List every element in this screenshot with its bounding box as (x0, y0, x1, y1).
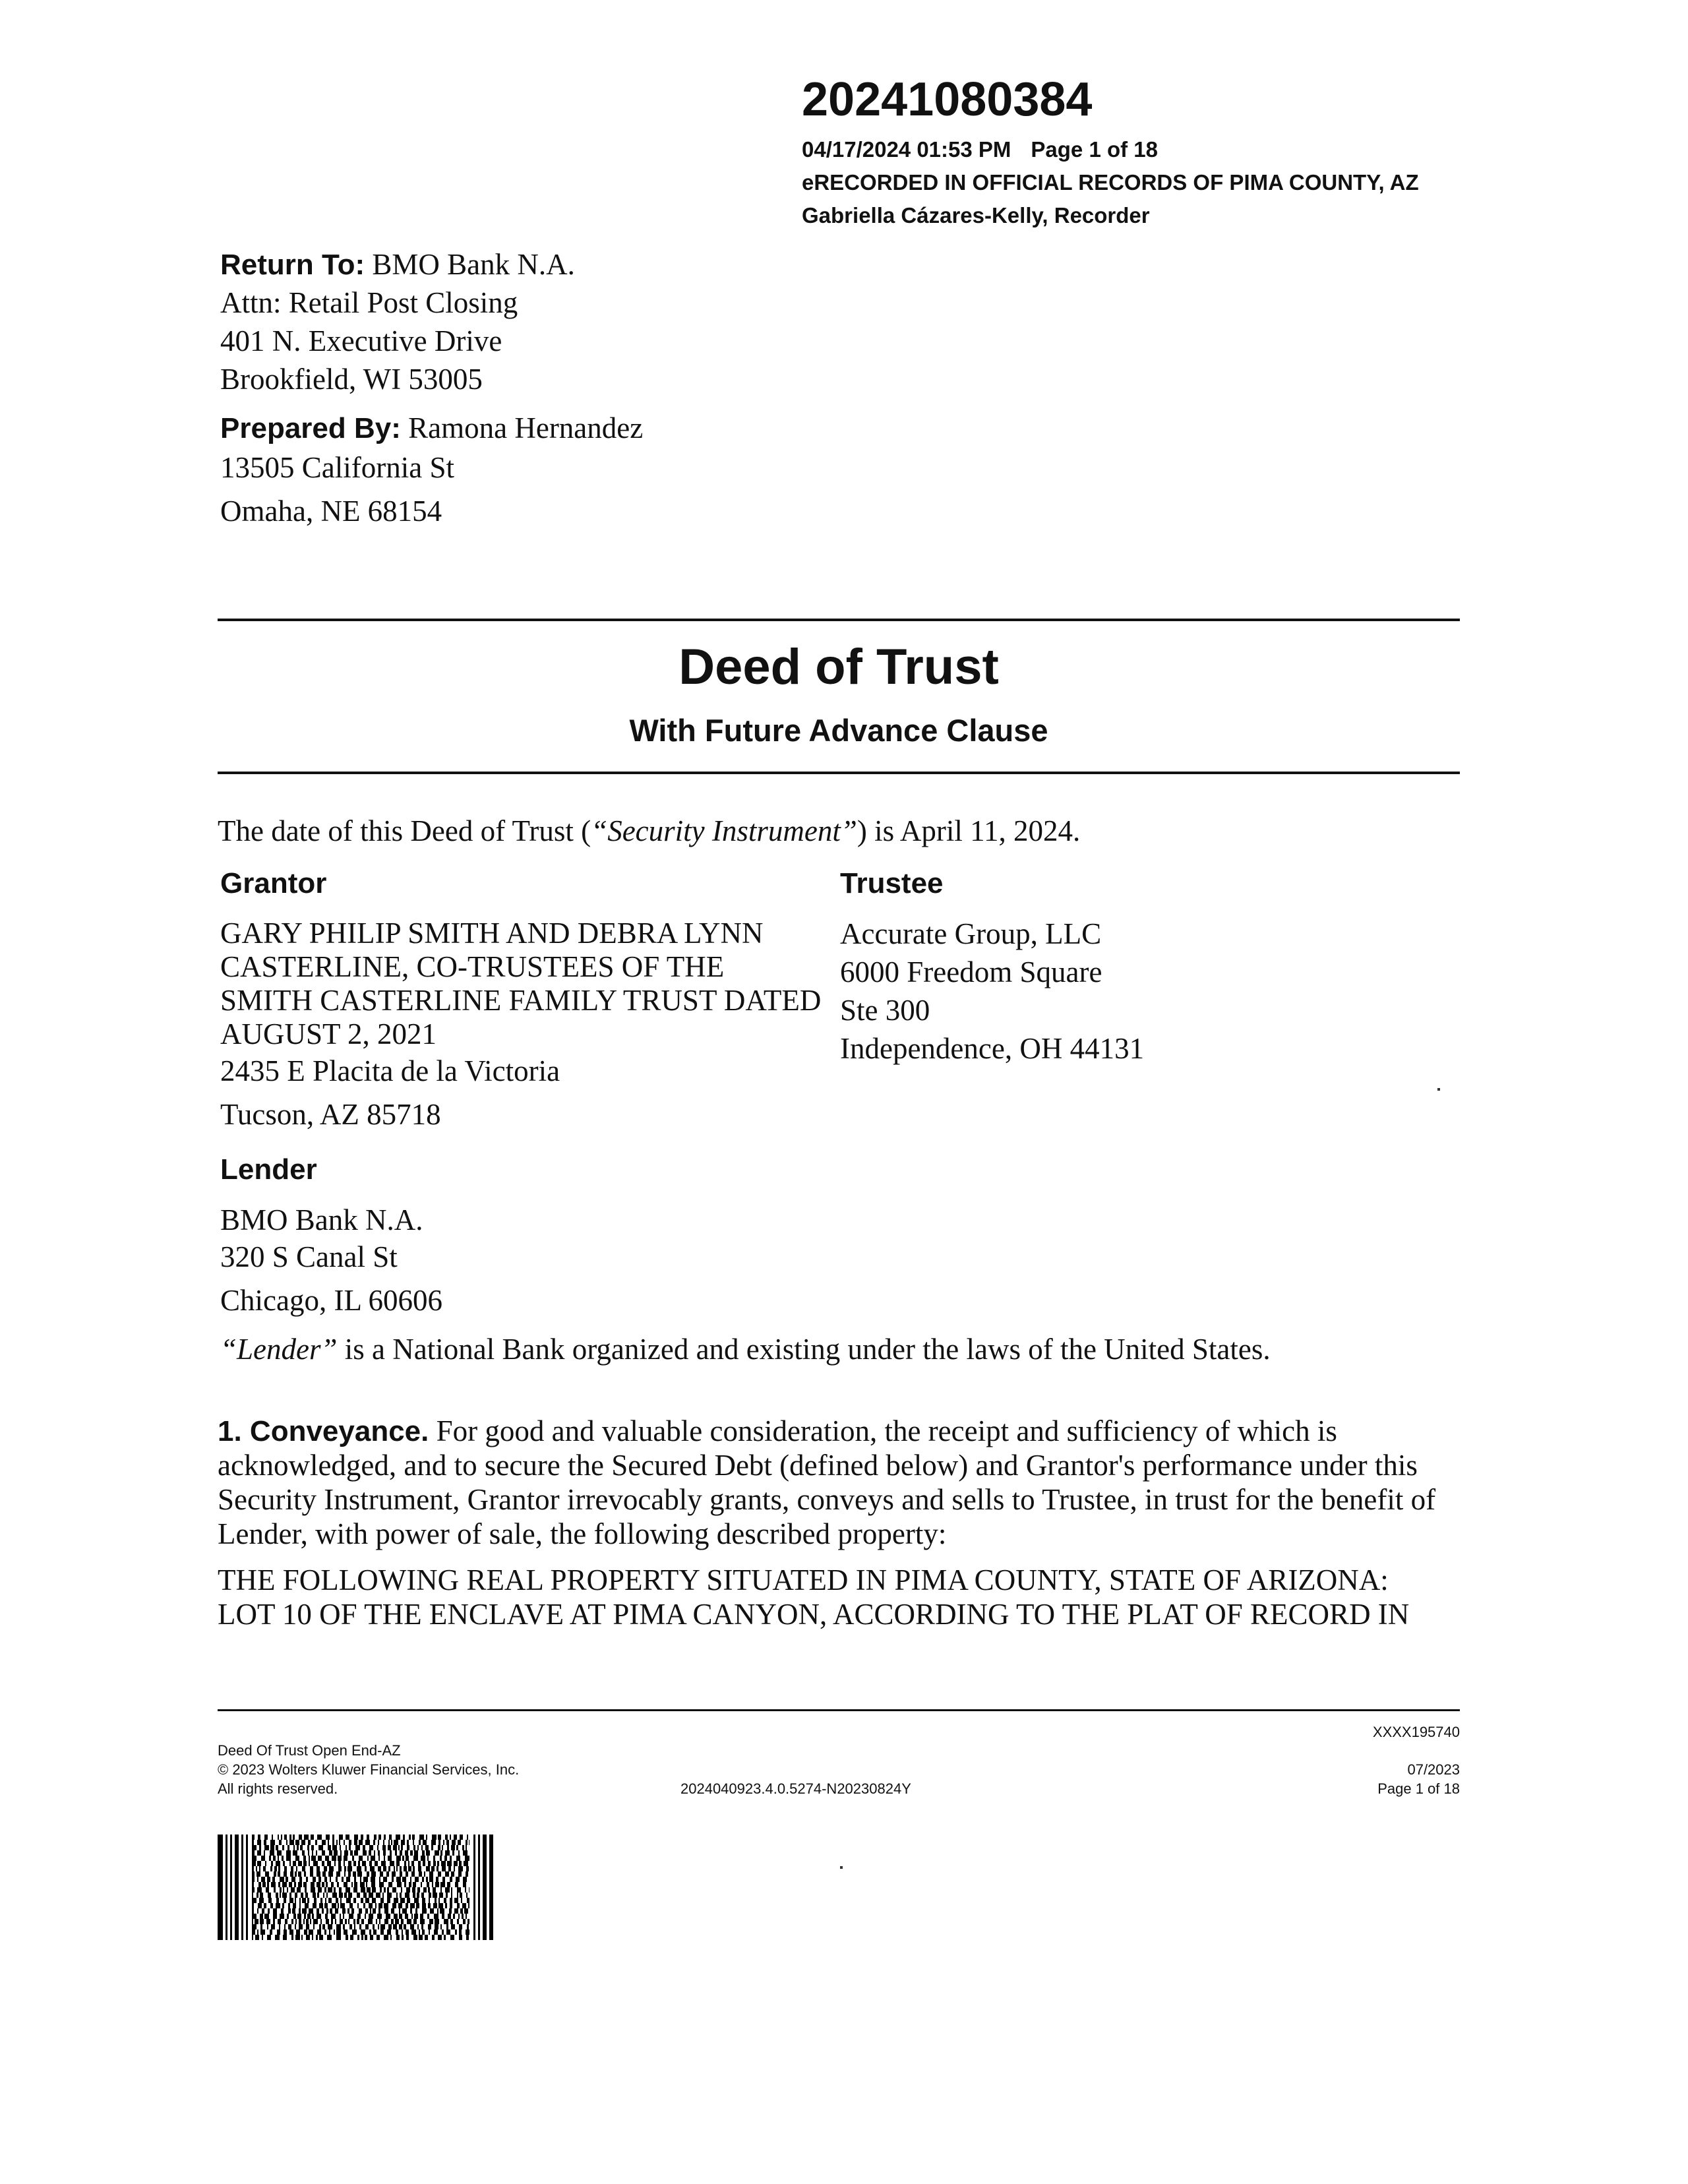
footer-rights: All rights reserved. (218, 1780, 338, 1797)
document-title: Deed of Trust (678, 639, 999, 695)
barcode-image (218, 1835, 493, 1940)
conveyance-text: For good and valuable consideration, the receipt and sufficiency of which is (429, 1414, 1337, 1447)
lender-label: Lender (220, 1153, 317, 1186)
grantor-address-line: 2435 E Placita de la Victoria (220, 1054, 560, 1087)
prepared-by-address-line: Omaha, NE 68154 (220, 495, 442, 528)
conveyance-line (218, 1414, 1337, 1449)
scan-dot (840, 1866, 843, 1869)
document-subtitle: With Future Advance Clause (629, 713, 1048, 748)
security-instrument-term: “Security Instrument” (591, 814, 857, 847)
lender-term: “Lender” (220, 1333, 338, 1366)
scan-dot (1437, 1088, 1440, 1091)
grantor-name-line: CASTERLINE, CO-TRUSTEES OF THE (220, 950, 725, 983)
conveyance-heading: 1. Conveyance. (218, 1415, 429, 1447)
footer-loan-number: XXXX195740 (1372, 1724, 1460, 1740)
recording-page-info: Page 1 of 18 (1031, 137, 1158, 162)
lender-definition-text: is a National Bank organized and existing under the laws of the United States. (337, 1333, 1271, 1366)
trustee-address-line: 6000 Freedom Square (840, 956, 1102, 988)
barcode-data-modules (252, 1835, 469, 1940)
conveyance-line: Lender, with power of sale, the following described property: (218, 1517, 947, 1550)
trustee-address-line: Ste 300 (840, 994, 930, 1027)
prepared-by-label: Prepared By: (220, 412, 401, 444)
date-sentence-suffix: ) is April 11, 2024. (857, 814, 1081, 847)
lender-address-line: BMO Bank N.A. (220, 1203, 423, 1236)
footer-form-date: 07/2023 (1407, 1761, 1460, 1778)
trustee-address-line: Independence, OH 44131 (840, 1032, 1145, 1065)
conveyance-line: acknowledged, and to secure the Secured Debt (defined below) and Grantor's performance under this (218, 1449, 1418, 1482)
recording-number: 20241080384 (802, 73, 1093, 126)
grantor-name-line: GARY PHILIP SMITH AND DEBRA LYNN (220, 917, 764, 950)
footer-copyright: © 2023 Wolters Kluwer Financial Services, Inc. (218, 1761, 520, 1778)
date-sentence-prefix: The date of this Deed of Trust ( (218, 814, 591, 847)
date-sentence (218, 814, 1080, 848)
grantor-name-line: SMITH CASTERLINE FAMILY TRUST DATED (220, 984, 822, 1017)
trustee-label: Trustee (840, 867, 944, 899)
prepared-by-line (220, 409, 643, 448)
return-to-line (220, 245, 575, 284)
recording-date-line (802, 135, 1158, 165)
return-to-address-line: Attn: Retail Post Closing (220, 286, 518, 319)
recording-recorder: Gabriella Cázares-Kelly, Recorder (802, 203, 1150, 228)
lender-definition (220, 1332, 1271, 1366)
footer-doc-code: 2024040923.4.0.5274-N20230824Y (680, 1780, 911, 1797)
property-description-line: LOT 10 OF THE ENCLAVE AT PIMA CANYON, ACCORDING TO THE PLAT OF RECORD IN (218, 1598, 1410, 1631)
recording-date-time: 04/17/2024 01:53 PM (802, 137, 1011, 162)
return-to-label: Return To: (220, 249, 365, 281)
prepared-by-address-line: 13505 California St (220, 451, 454, 484)
recording-office: eRECORDED IN OFFICIAL RECORDS OF PIMA COUNTY, AZ (802, 170, 1419, 195)
return-to-name: BMO Bank N.A. (372, 248, 575, 281)
title-top-rule (218, 619, 1460, 621)
title-bottom-rule (218, 772, 1460, 774)
property-description-line: THE FOLLOWING REAL PROPERTY SITUATED IN PIMA COUNTY, STATE OF ARIZONA: (218, 1563, 1389, 1596)
lender-address-line: Chicago, IL 60606 (220, 1284, 443, 1317)
grantor-address-line: Tucson, AZ 85718 (220, 1098, 441, 1131)
conveyance-line: Security Instrument, Grantor irrevocably grants, conveys and sells to Trustee, in trust for the benefit of (218, 1483, 1436, 1516)
footer-rule (218, 1709, 1460, 1711)
grantor-label: Grantor (220, 867, 327, 899)
footer-page-number: Page 1 of 18 (1377, 1780, 1460, 1797)
trustee-address-line: Accurate Group, LLC (840, 917, 1102, 950)
lender-address-line: 320 S Canal St (220, 1240, 398, 1273)
return-to-address-line: 401 N. Executive Drive (220, 324, 502, 357)
prepared-by-name: Ramona Hernandez (408, 411, 644, 444)
return-to-address-line: Brookfield, WI 53005 (220, 363, 483, 396)
footer-form-name: Deed Of Trust Open End-AZ (218, 1742, 401, 1759)
grantor-name-line: AUGUST 2, 2021 (220, 1017, 437, 1050)
